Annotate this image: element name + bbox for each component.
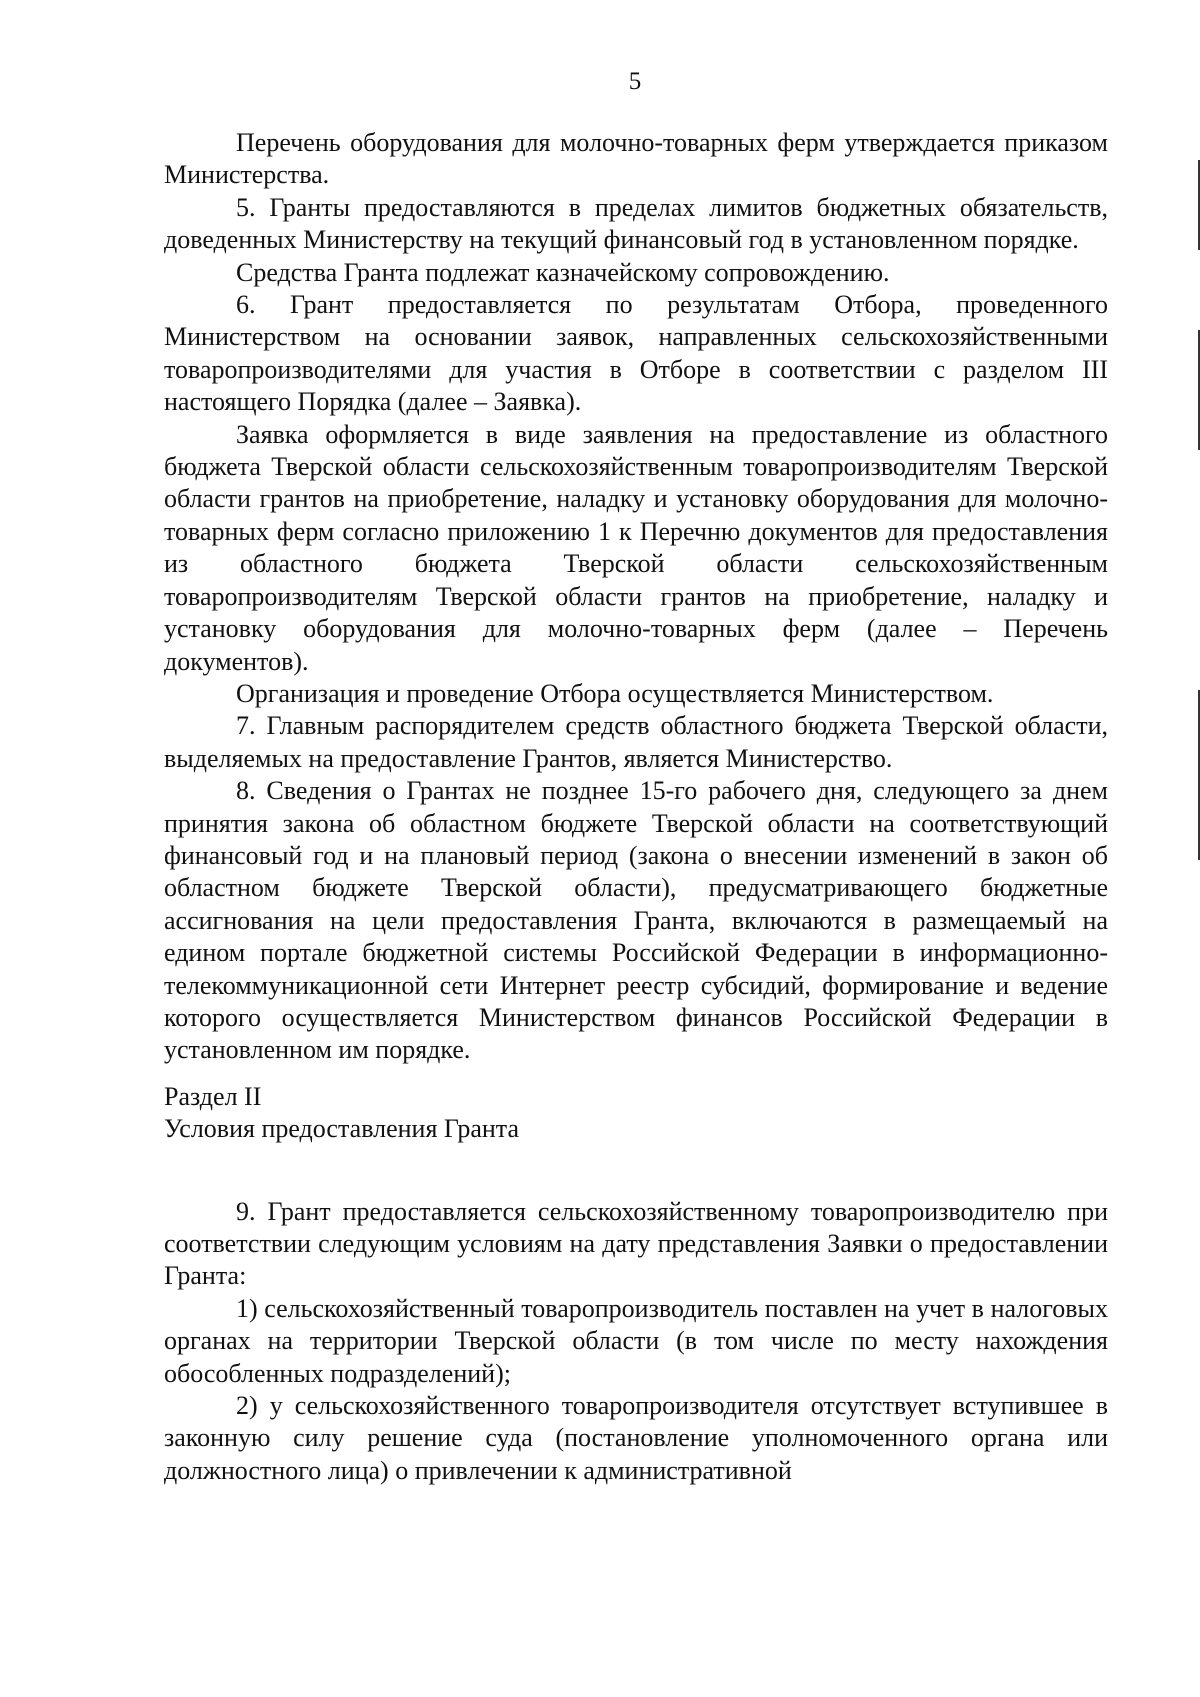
paragraph: 8. Сведения о Грантах не позднее 15-го рабочего дня, следующего за днем принятия закона об областном бюджете Тверской области на соответствующий финансовый год и на плановый период (закона о внесении изменений в закон об областном бюджете Тверской области), предусматривающего бюджетные ассигнования на цели предоставления Гранта, включаются в размещаемый на едином портале бюджетной системы Российской Федерации в информационно-телекоммуникационной сети Интернет реестр субсидий, формирование и ведение которого осуществляется Министерством финансов Российской Федерации в установленном им порядке. (164, 776, 1108, 1065)
paragraph: 5. Гранты предоставляются в пределах лимитов бюджетных обязательств, доведенных Министерству на текущий финансовый год в установленном порядке. (164, 192, 1108, 255)
paragraph: 1) сельскохозяйственный товаропроизводитель поставлен на учет в налоговых органах на территории Тверской области (в том числе по месту нахождения обособленных подразделений); (164, 1293, 1108, 1388)
paragraph: 6. Грант предоставляется по результатам Отбора, проведенного Министерством на основании заявок, направленных сельскохозяйственными товаропроизводителями для участия в Отборе в соответствии с разделом III настоящего Порядка (далее – Заявка). (164, 290, 1108, 417)
paragraph: Организация и проведение Отбора осуществляется Министерством. (236, 678, 994, 708)
paragraph: Перечень оборудования для молочно-товарных ферм утверждается приказом Министерства. (164, 128, 1108, 190)
paragraph: 7. Главным распорядителем средств областного бюджета Тверской области, выделяемых на предоставление Грантов, является Министерство. (164, 711, 1108, 773)
paragraph: Заявка оформляется в виде заявления на предоставление из областного бюджета Тверской области сельскохозяйственным товаропроизводителям Тверской области грантов на приобретение, наладку и установку оборудования для молочно-товарных ферм согласно приложению 1 к Перечню документов для предоставления из областного бюджета Тверской области сельскохозяйственным товаропроизводителям Тверской области грантов на приобретение, наладку и установку оборудования для молочно-товарных ферм (далее – Перечень документов). (164, 419, 1108, 676)
paragraph: 9. Грант предоставляется сельскохозяйственному товаропроизводителю при соответствии следующим условиям на дату представления Заявки о предоставлении Гранта: (164, 1196, 1108, 1291)
document-body (164, 127, 1108, 1487)
page-number: 5 (628, 68, 642, 95)
section-label: Раздел II (164, 1081, 262, 1111)
paragraph: Средства Гранта подлежат казначейскому сопровождению. (236, 257, 890, 287)
paragraph: 2) у сельскохозяйственного товаропроизводителя отсутствует вступившее в законную силу решение суда (постановление уполномоченного органа или должностного лица) о привлечении к административной (164, 1391, 1108, 1485)
section-title: Условия предоставления Гранта (164, 1114, 519, 1144)
